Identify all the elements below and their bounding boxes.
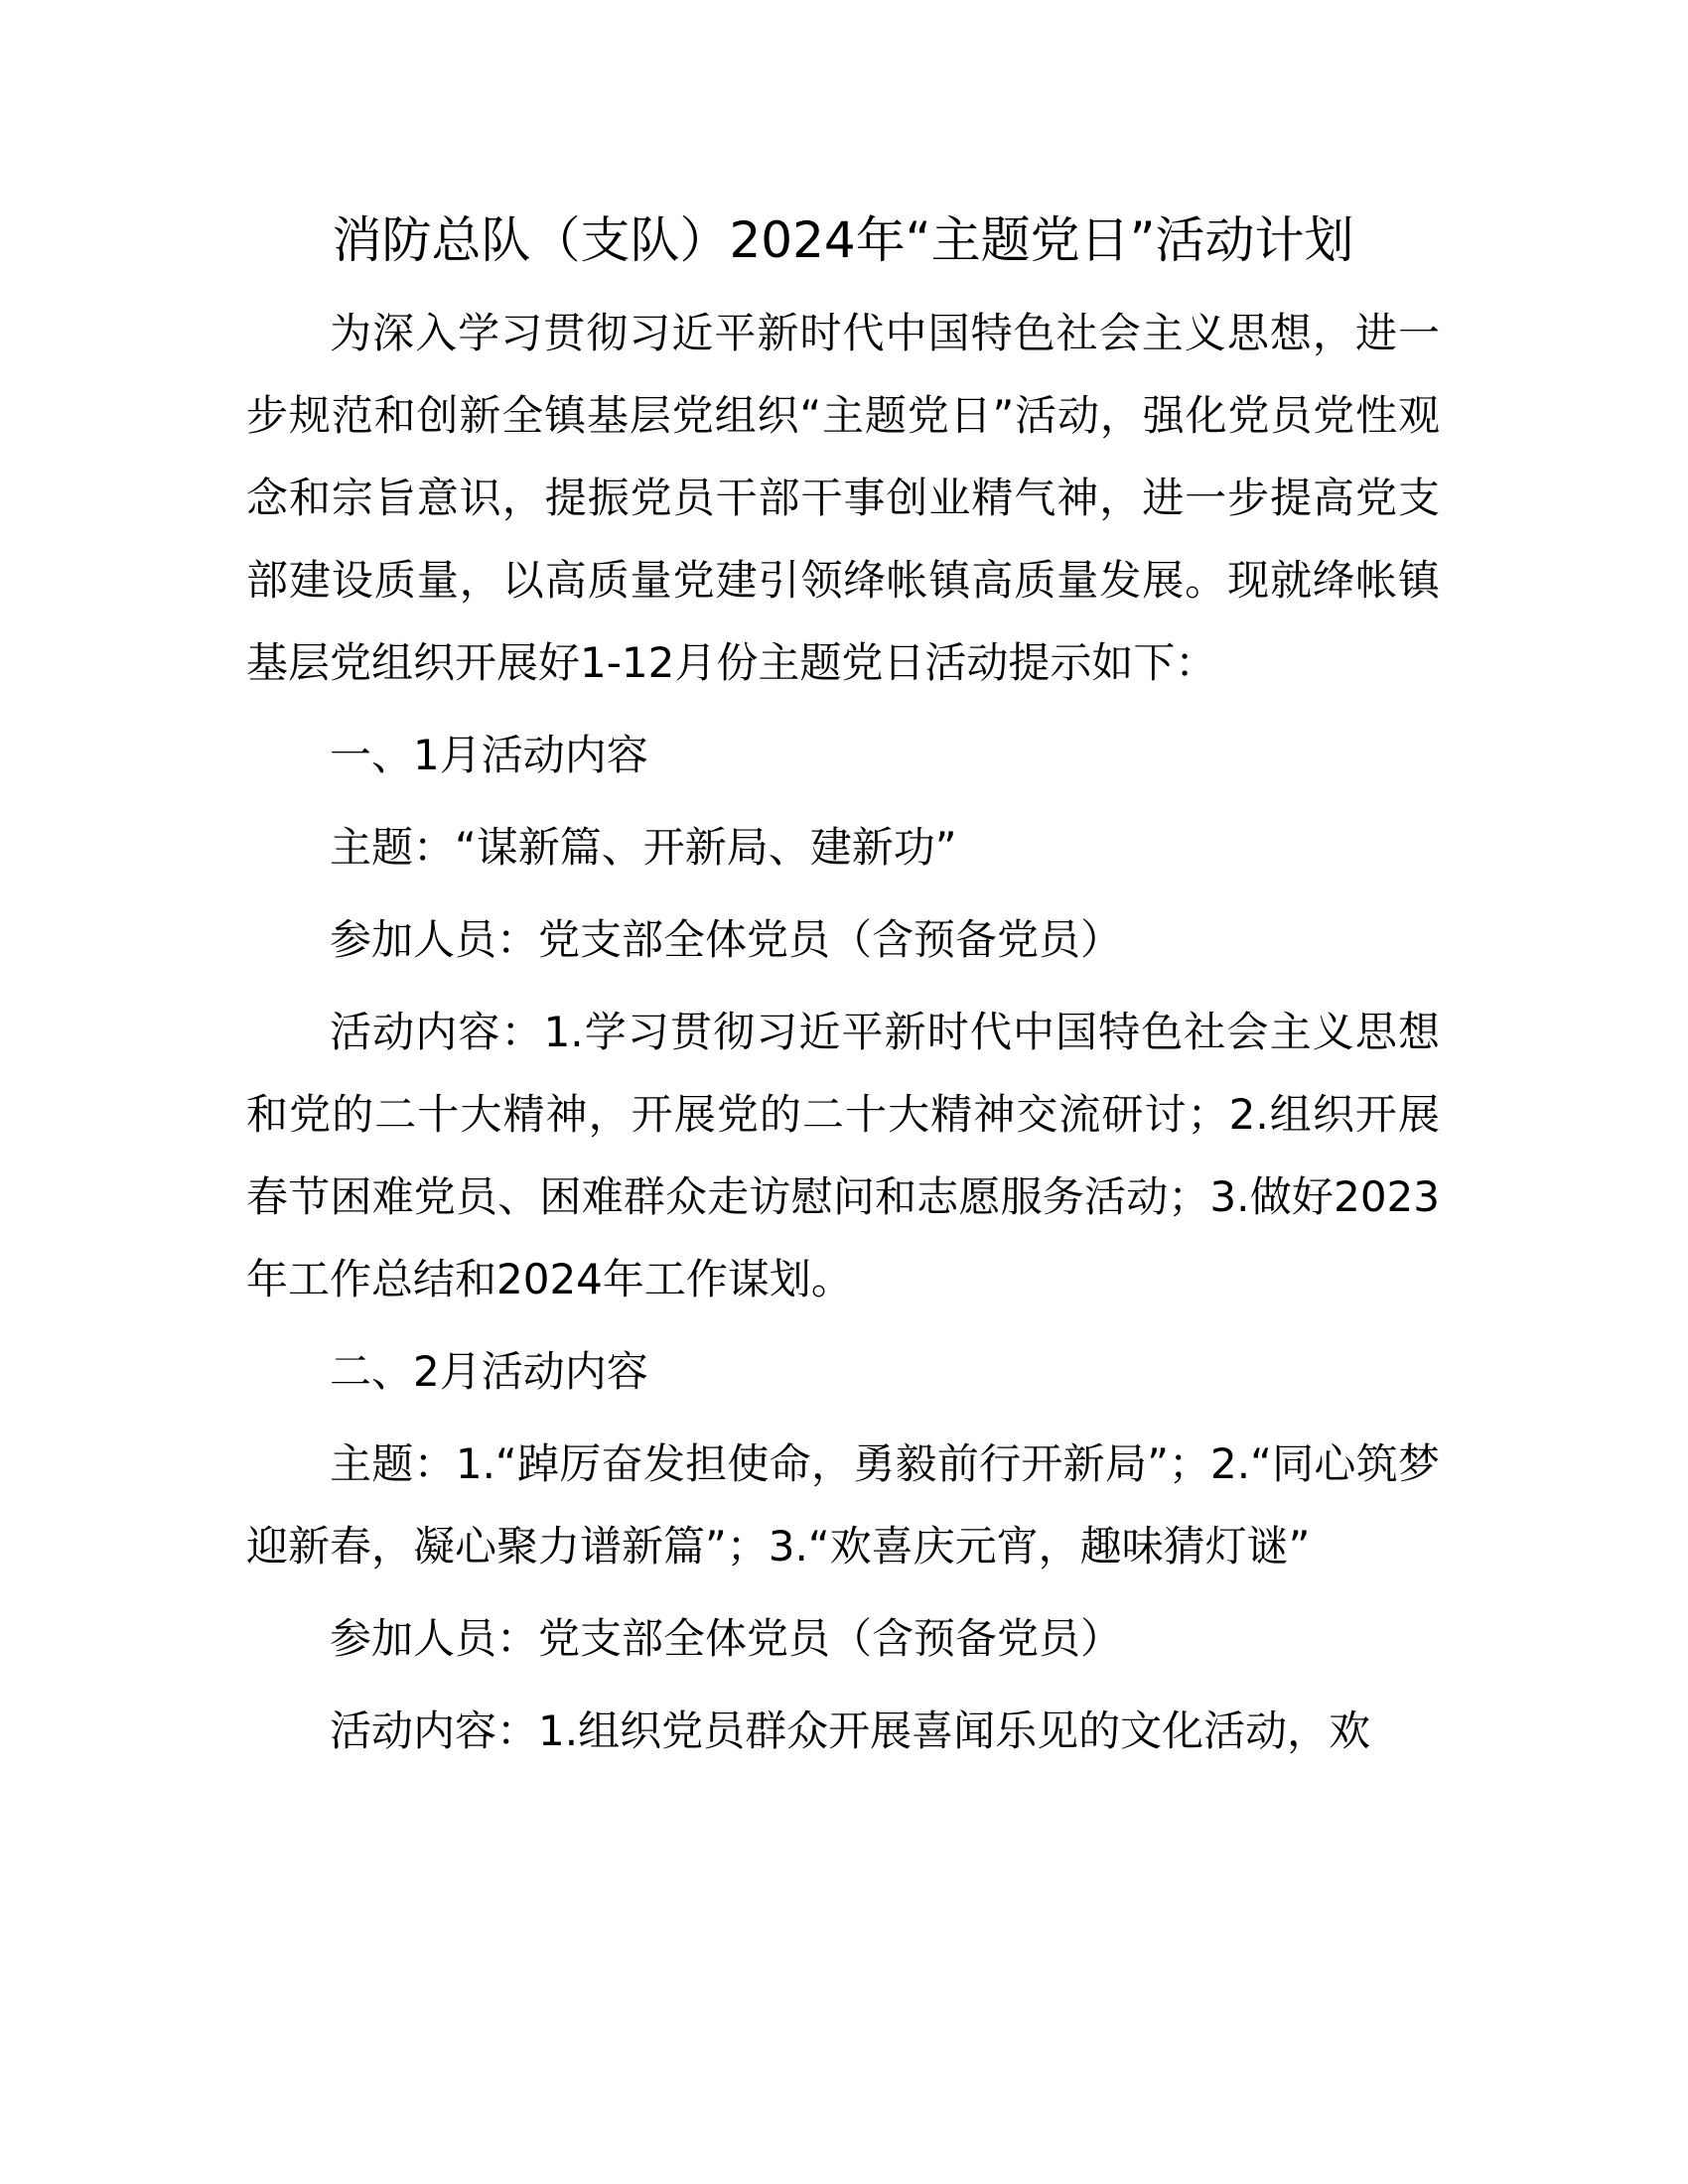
- intro-paragraph: 为深入学习贯彻习近平新时代中国特色社会主义思想，进一步规范和创新全镇基层党组织“主题党日”活动，强化党员党性观念和宗旨意识，提振党员干部干事创业精气神，进一步提高党支部建设质量，以高质量党建引领绛帐镇高质量发展。现就绛帐镇基层党组织开展好1-12月份主题党日活动提示如下：: [246, 309, 1440, 687]
- section-1-participants: 参加人员：党支部全体党员（含预备党员）: [330, 915, 1123, 964]
- section-2-heading: 二、2月活动内容: [330, 1347, 648, 1396]
- document-page: [246, 199, 1440, 1772]
- section-1-theme: 主题：“谋新篇、开新局、建新功”: [330, 823, 957, 872]
- section-2-theme: 主题：1.“踔厉奋发担使命，勇毅前行开新局”；2.“同心筑梦迎新春，凝心聚力谱新篇”；3.“欢喜庆元宵，趣味猜灯谜”: [246, 1439, 1440, 1570]
- section-2-participants: 参加人员：党支部全体党员（含预备党员）: [330, 1614, 1123, 1663]
- section-1-heading: 一、1月活动内容: [330, 731, 648, 779]
- section-1-activities: 活动内容：1.学习贯彻习近平新时代中国特色社会主义思想和党的二十大精神，开展党的二十大精神交流研讨；2.组织开展春节困难党员、困难群众走访慰问和志愿服务活动；3.做好2023年工作总结和2024年工作谋划。: [246, 1008, 1440, 1303]
- document-title: 消防总队（支队）2024年“主题党日”活动计划: [332, 211, 1354, 269]
- section-2-activities: 活动内容：1.组织党员群众开展喜闻乐见的文化活动，欢: [330, 1706, 1371, 1755]
